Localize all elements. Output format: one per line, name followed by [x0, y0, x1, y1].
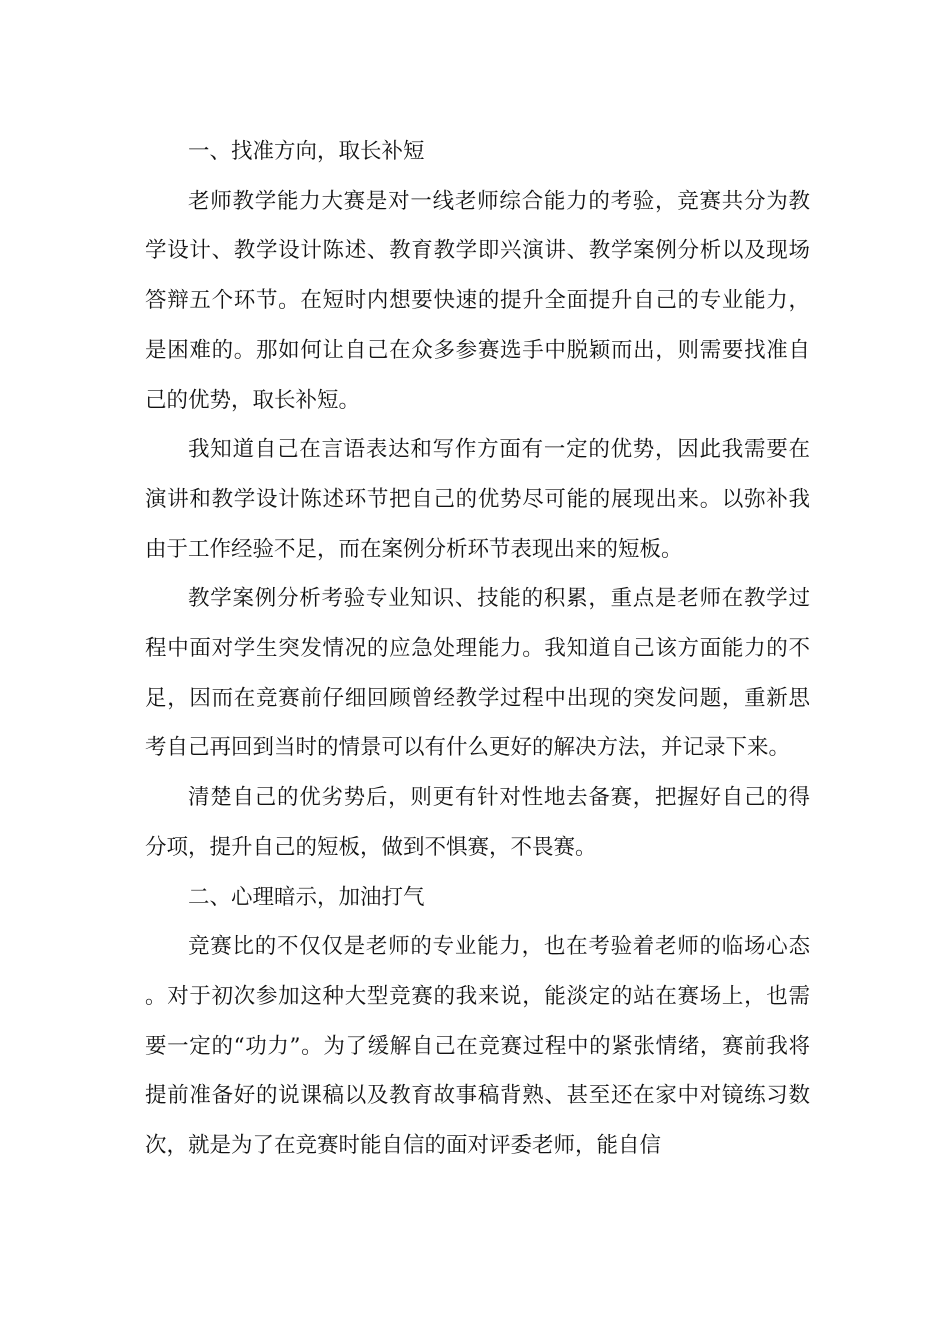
paragraph: 教学案例分析考验专业知识、技能的积累，重点是老师在教学过程中面对学生突发情况的应急处理能力。我知道自己该方面能力的不足，因而在竞赛前仔细回顾曾经教学过程中出现的突发问题，重新思考自己再回到当时的情景可以有什么更好的解决方法，并记录下来。 [145, 586, 810, 761]
paragraph: 竞赛比的不仅仅是老师的专业能力，也在考验着老师的临场心态。对于初次参加这种大型竞赛的我来说，能淡定的站在赛场上，也需要一定的“功力”。为了缓解自己在竞赛过程中的紧张情绪，赛前我将提前准备好的说课稿以及教育故事稿背熟、甚至还在家中对镜练习数次，就是为了在竞赛时能自信的面对评委老师，能自信 [145, 934, 810, 1159]
section-heading-2: 二、心理暗示，加油打气 [188, 884, 425, 910]
paragraph: 我知道自己在言语表达和写作方面有一定的优势，因此我需要在演讲和教学设计陈述环节把自己的优势尽可能的展现出来。以弥补我由于工作经验不足，而在案例分析环节表现出来的短板。 [145, 437, 810, 562]
paragraph: 老师教学能力大赛是对一线老师综合能力的考验，竞赛共分为教学设计、教学设计陈述、教育教学即兴演讲、教学案例分析以及现场答辩五个环节。在短时内想要快速的提升全面提升自己的专业能力，是困难的。那如何让自己在众多参赛选手中脱颖而出，则需要找准自己的优势，取长补短。 [145, 188, 810, 413]
paragraph: 清楚自己的优劣势后，则更有针对性地去备赛，把握好自己的得分项，提升自己的短板，做到不惧赛，不畏赛。 [145, 785, 810, 860]
section-heading-1: 一、找准方向，取长补短 [188, 139, 425, 164]
document-body [145, 127, 810, 1171]
